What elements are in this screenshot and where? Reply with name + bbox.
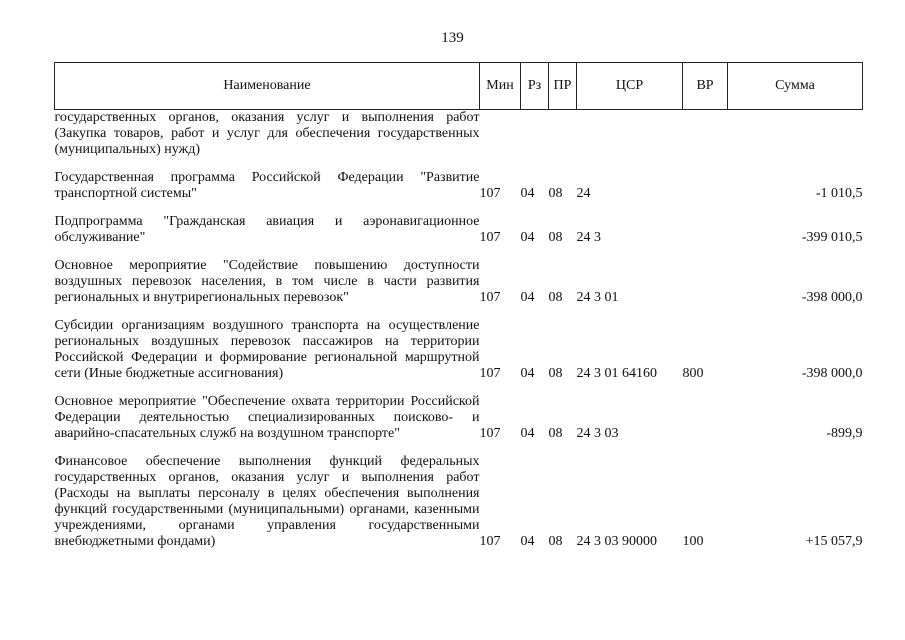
row-min: 107 [479, 366, 501, 381]
row-vr [683, 382, 728, 442]
row-vr [683, 158, 728, 202]
row-sum: -398 000,0 [801, 290, 863, 305]
row-min: 107 [479, 426, 501, 441]
row-rz: 04 [520, 186, 535, 201]
row-name: государственных органов, оказания услуг и выполнения работ (Закупка товаров, работ и услуг для обеспечения государственных (муниципальных) нужд) [54, 110, 480, 157]
row-name: Государственная программа Российской Федерации "Развитие транспортной системы" [54, 170, 480, 201]
header-name: Наименование [55, 63, 480, 110]
row-name: Основное мероприятие "Обеспечение охвата территории Российской Федерации деятельностью специализированных поисково- и аварийно-спасательных служб на воздушном транспорте" [54, 394, 480, 441]
row-name: Финансовое обеспечение выполнения функций федеральных государственных органов, оказания услуг и выполнения работ (Расходы на выплаты персоналу в целях обеспечения выполнения функций государственными (муниципальными) органами, казенными учреждениями, органами управления государственными внебюджетными фондами) [54, 454, 480, 549]
row-sum: -899,9 [826, 426, 863, 441]
row-pr [549, 110, 577, 159]
table-row [55, 158, 863, 202]
row-min: 107 [479, 186, 501, 201]
header-rz: Рз [521, 63, 549, 110]
row-sum: -399 010,5 [801, 230, 863, 245]
row-csr: 24 3 03 [576, 426, 619, 441]
row-sum: -398 000,0 [801, 366, 863, 381]
row-rz: 04 [520, 366, 535, 381]
table-row [55, 246, 863, 306]
table-row [55, 382, 863, 442]
row-vr [683, 202, 728, 246]
table-row [55, 202, 863, 246]
row-name: Субсидии организациям воздушного транспорта на осуществление региональных воздушных перевозок пассажиров на территории Российской Федерации и формирование региональной маршрутной сети (Иные бюджетные ассигнования) [54, 318, 480, 381]
table-header-row [55, 63, 863, 110]
header-min: Мин [480, 63, 521, 110]
row-min [480, 110, 521, 159]
row-vr: 800 [682, 366, 704, 381]
header-pr: ПР [549, 63, 577, 110]
page-number: 139 [441, 30, 464, 46]
row-rz: 04 [520, 230, 535, 245]
row-rz: 04 [520, 290, 535, 305]
row-csr: 24 3 01 64160 [576, 366, 657, 381]
row-csr: 24 3 03 90000 [576, 534, 657, 549]
row-pr: 08 [548, 186, 563, 201]
header-sum: Сумма [728, 63, 863, 110]
row-pr: 08 [548, 534, 563, 549]
row-vr [683, 246, 728, 306]
row-min: 107 [479, 230, 501, 245]
table-row [55, 110, 863, 159]
row-pr: 08 [548, 426, 563, 441]
row-rz [521, 110, 549, 159]
row-csr [577, 110, 683, 159]
table-row [55, 306, 863, 382]
row-csr: 24 [576, 186, 591, 201]
row-pr: 08 [548, 230, 563, 245]
row-min: 107 [479, 534, 501, 549]
row-vr [683, 110, 728, 159]
row-rz: 04 [520, 426, 535, 441]
row-name: Основное мероприятие "Содействие повышению доступности воздушных перевозок населения, в том числе в части развития региональных и внутрирегиональных перевозок" [54, 258, 480, 305]
row-csr: 24 3 [576, 230, 601, 245]
row-csr: 24 3 01 [576, 290, 619, 305]
row-sum [728, 110, 863, 159]
row-name: Подпрограмма "Гражданская авиация и аэронавигационное обслуживание" [54, 214, 480, 245]
row-rz: 04 [520, 534, 535, 549]
row-pr: 08 [548, 290, 563, 305]
row-min: 107 [479, 290, 501, 305]
budget-table [54, 62, 863, 550]
header-csr: ЦСР [577, 63, 683, 110]
row-sum: -1 010,5 [815, 186, 863, 201]
row-vr: 100 [682, 534, 704, 549]
row-sum: +15 057,9 [805, 534, 863, 549]
table-row [55, 442, 863, 550]
header-vr: ВР [683, 63, 728, 110]
row-pr: 08 [548, 366, 563, 381]
